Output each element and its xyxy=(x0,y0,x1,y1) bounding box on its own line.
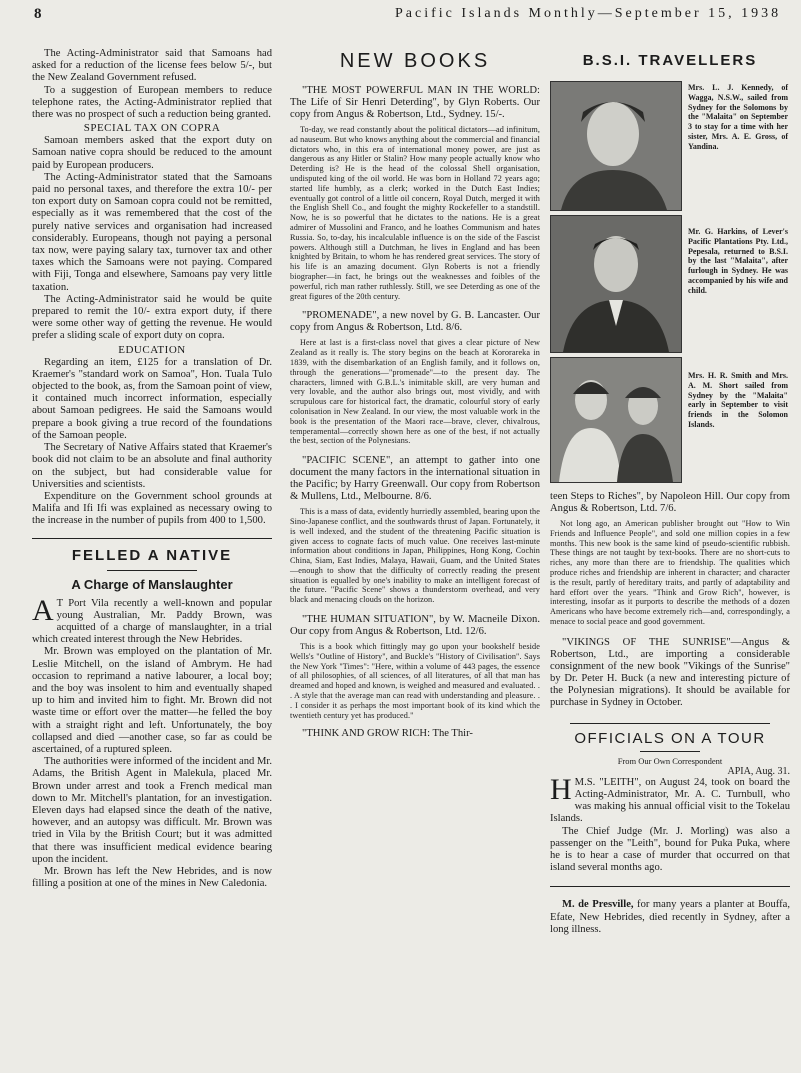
headline-felled-native: FELLED A NATIVE xyxy=(71,546,233,564)
drop-cap: H xyxy=(550,772,572,806)
group-photo xyxy=(550,357,682,483)
divider xyxy=(570,723,770,724)
obituary-text: for many years a planter at Bouffa, Efate, New Hebrides, died recently in Sydney, after a long illness. xyxy=(550,899,790,935)
book-lead: "THE HUMAN SITUATION", by W. Macneile Dixon. Our copy from Angus & Robertson, Ltd. 12/6. xyxy=(290,614,540,638)
paragraph: Expenditure on the Government school grounds at Malifa and Ifi Ifi was explained as necessary owing to the increase in the number of pupils from 400 to 1,500. xyxy=(32,490,272,527)
paragraph: The Acting-Administrator stated that the Samoans paid no personal taxes, and therefore the extra 10/- per ton export duty on Samoan copra could not be remitted, especially as it was remembered that the cost of the purely native services and organisation had increased considerably. Europeans, though not paying a personal tax now, were paying salary tax, turnover tax and other taxes which the Samoans were not paying. Compared with Fiji, Tonga and elsewhere, Samoans pay very little taxation. xyxy=(32,171,272,293)
section-title-bsi-travellers: B.S.I. TRAVELLERS xyxy=(582,52,758,69)
subheading-copra-tax: SPECIAL TAX ON COPRA xyxy=(83,122,221,135)
vikings-note: "VIKINGS OF THE SUNRISE"—Angus & Robertson, Ltd., are importing a considerable consignment of the new book "Vikings of the Sunrise" by Dr. Peter H. Buck (a new and interesting picture of the Polynesian migrations). It should be available for purchase in Sydney in October. xyxy=(550,636,790,708)
paragraph: The Secretary of Native Affairs stated that Kraemer's book did not claim to be an absolute and final authority on the subject, but had considerable value for Universities and scientists. xyxy=(32,442,272,490)
paragraph: Mr. Brown was employed on the plantation of Mr. Leslie Mitchell, on the island of Ambrym. He had occasion to reprimand a native labourer, a local boy; and the boy was insolent to him and eventually shaped up to him and invited him to fight. Mr. Brown did not waste time or effort over the matter—he felled the boy with a straight right and left. Unfortunately, the boy collapsed and died —another case, so far as could be ascertained, of a ruptured spleen. xyxy=(32,646,272,755)
book-review: Not long ago, an American publisher brought out "How to Win Friends and Influence People", and sold one million copies in a few months. This new book is the same kind of pseudo-scientific rubbish. These things are not taught by text-books. There are no short-cuts to riches, any more than there are to friendship. The qualities which produce riches and friendship are inherent in character; and character is the result, partly of hereditary traits, and partly of adaptability and hard effort over the years. "Think and Grow Rich", however, is interesting, insofar as it purports to describe the methods of a dozen Americans who have become extremely rich—and, correspondingly, a menace to social peace and good government. xyxy=(550,519,790,626)
portrait-photo xyxy=(550,215,682,353)
photo-caption: Mr. G. Harkins, of Lever's Pacific Plantations Pty. Ltd., Pepesala, returned to B.S.I. by the last "Malaita", after furlough in Sydney. He was accompanied by his wife and child. xyxy=(688,227,788,295)
dateline: APIA, Aug. 31. xyxy=(727,765,790,777)
paragraph: Regarding an item, £125 for a translation of Dr. Kraemer's "standard work on Samoa", Hon. Tuala Tulo objected to the book, as, from the Samoan point of view, it contained much incorrect information, especially about Samoan pedigrees. He said the Samoans would prepare a book giving a true record of the foundations of the Samoan people. xyxy=(32,356,272,441)
paragraph: Mr. Brown has left the New Hebrides, and is now filling a position at one of the mines in New Caledonia. xyxy=(32,865,272,890)
column-middle xyxy=(290,48,540,740)
divider xyxy=(640,751,700,752)
paragraph: M.S. "LEITH", on August 24, took on board the Acting-Administrator, Mr. A. C. Turnbull, who was making his annual official visit to the Tokelau Islands. xyxy=(550,776,790,825)
paragraph: To a suggestion of European members to reduce telephone rates, the Acting-Administrator replied that there was no prospect of such a reduction being granted. xyxy=(32,84,272,121)
book-review: This is a book which fittingly may go upon your bookshelf beside Wells's "Outline of History", and Buckle's "History of Civilisation". Says the New York "Times": "Here, within a volume of 443 pages, the essence of all philosophies, of all sciences, of all literatures, of all that man has dreamed and hoped and known, is weighed and measured and evaluated. . . A style that the average man can read with understanding and pleasure. . . I consider it as perhaps the most important book of its kind which the twentieth century yet has produced." xyxy=(290,642,540,720)
photo-caption: Mrs. L. J. Kennedy, of Wagga, N.S.W., sailed from Sydney for the Solomons by the "Malaita" on September 3 to stay for a time with her sister, Mrs. A. E. Gross, of Yandina. xyxy=(688,83,788,151)
book-lead: "THE MOST POWERFUL MAN IN THE WORLD: The Life of Sir Henri Deterding", by Glyn Roberts. Our copy from Angus & Robertson, Ltd., Sydney. 15/-. xyxy=(290,85,540,120)
subheadline-manslaughter: A Charge of Manslaughter xyxy=(71,576,233,592)
photo-caption: Mrs. H. R. Smith and Mrs. A. M. Short sailed from Sydney by the "Malaita" early in September to visit friends in the Solomon Islands. xyxy=(688,371,788,429)
column-right xyxy=(550,48,790,936)
subheading-education: EDUCATION xyxy=(118,343,186,356)
book-lead: "PACIFIC SCENE", an attempt to gather into one document the many factors in the international situation in the Pacific; by Harry Greenwall. Our copy from Robertson & Mullens, Ltd., Melbourne. 8/6. xyxy=(290,455,540,503)
book-lead: "PROMENADE", a new novel by G. B. Lancaster. Our copy from Angus & Robertson, Ltd. 8/6. xyxy=(290,310,540,334)
divider xyxy=(32,538,272,539)
paragraph: The Chief Judge (Mr. J. Morling) was also a passenger on the "Leith", bound for Puka Puka, where he is to hear a case of murder that occurred on that island several months ago. xyxy=(550,825,790,874)
drop-cap: A xyxy=(32,593,54,627)
book-review: This is a mass of data, evidently hurriedly assembled, bearing upon the Sino-Japanese conflict, and the southwards thrust of Japan. Fortunately, it is well indexed, and the student of the threatening Pacific situation is given access to cognate facts of much value. One receives last-minute information about conditions in Japan, Philippines, Hong Kong, Cochin China, Siam, East Indies, Malaya, Hawaii, Guam, and the United States—enough to show that the difficulty of correctly reading the present situation is equalled by one's inability to make an intelligent forecast of the future. "Pacific Scene" shows a thunderstorm overhead, and very black and menacing clouds on the horizon. xyxy=(290,507,540,605)
divider xyxy=(550,886,790,887)
book-review: Here at last is a first-class novel that gives a clear picture of New Zealand as it really is. The story begins on the beach at Kororareka in 1839, with the disembarkation of an English family, and it follows on, through the generations—"promenade"—to the present day. The characters, limned with G.B.L.'s inimitable skill, are very human and very lovable, and the author also brings out, most vividly, and with scrupulous care for historical fact, the dramatic, colourful story of early colonisation in New Zealand. In our view, the most valuable work in the book is the presentation of the Maori race—brave, clever, chivalrous, temperamental—correctly shown here as one of the best, if not actually the best, section of the Polynesians. xyxy=(290,338,540,446)
obituary-name: M. de Presville, xyxy=(562,899,634,911)
book-lead-continued: teen Steps to Riches", by Napoleon Hill. Our copy from Angus & Robertson, Ltd. 7/6. xyxy=(550,491,790,514)
page-number: 8 xyxy=(34,6,42,22)
correspondent-line: From Our Own Correspondent xyxy=(617,755,723,766)
book-review: To-day, we read constantly about the political dictators—ad infinitum, ad nauseum. But who knows anything about the commercial and financial dictators who, in this era of international money power, are just as dangerous as any Hitler or Stalin? How many people actually know who Deterding is? He is the head of the colossal Shell organisation, undisputed king of the oil world. He was born in Holland 72 years ago; started life humbly, as a clerk; worked in the Dutch East Indies; eventually got control of a little oil concern, Royal Dutch, merged it with the English Shell Co., and fought the mighty Rockefeller to a standstill. Now, he is so powerful that he dictates to the nations. He is a great admirer of Mussolini and Franco, and he loathes Communism and hates Russia. So, to-day, his incalculable influence is on the side of the Fascist powers. Although still a Dutchman, he lives in England and has been knighted by Britain, to whom he has rendered great services. The story of his life is an amazing document. Glyn Roberts is not a friendly biographer—in fact, he brings out the weaknesses and foibles of the powerful, rich man rather ruthlessly. Still, we see Deterding as one of the great figures of the 20th century. xyxy=(290,125,540,301)
paragraph: T Port Vila recently a well-known and popular young Australian, Mr. Paddy Brown, was acquitted of a charge of manslaughter, in a trial which created interest through the New Hebrides. xyxy=(32,597,272,646)
column-left xyxy=(32,48,272,890)
running-title: Pacific Islands Monthly—September 15, 1938 xyxy=(395,6,782,21)
paragraph: Samoan members asked that the export duty on Samoan native copra should be reduced to the amount paid by European producers. xyxy=(32,135,272,171)
paragraph: The Acting-Administrator said that Samoans had asked for a reduction of the license fees below 5/-, but the New Zealand Government refused. xyxy=(32,48,272,84)
portrait-photo xyxy=(550,81,682,211)
section-title-new-books: NEW BOOKS xyxy=(339,50,491,72)
divider xyxy=(107,570,197,571)
paragraph: The authorities were informed of the incident and Mr. Adams, the British Agent in Malekula, placed Mr. Brown under arrest and took a French medical man down to Mr. Mitchell's plantation, for an investigation. Eleven days had elapsed since the death of the native, however, and an autopsy was difficult. Mr. Brown was tried in Vila by the British Court; but it was admitted that there was insufficient medical evidence bearing upon the incident. xyxy=(32,756,272,865)
headline-officials-tour: OFFICIALS ON A TOUR xyxy=(574,729,766,747)
book-lead: "THINK AND GROW RICH: The Thir- xyxy=(302,728,473,740)
paragraph: The Acting-Administrator said he would be quite prepared to remit the 10/- extra export duty, if there were some other way of getting the revenue. He would prefer a sliding scale of export duty on copra. xyxy=(32,293,272,342)
